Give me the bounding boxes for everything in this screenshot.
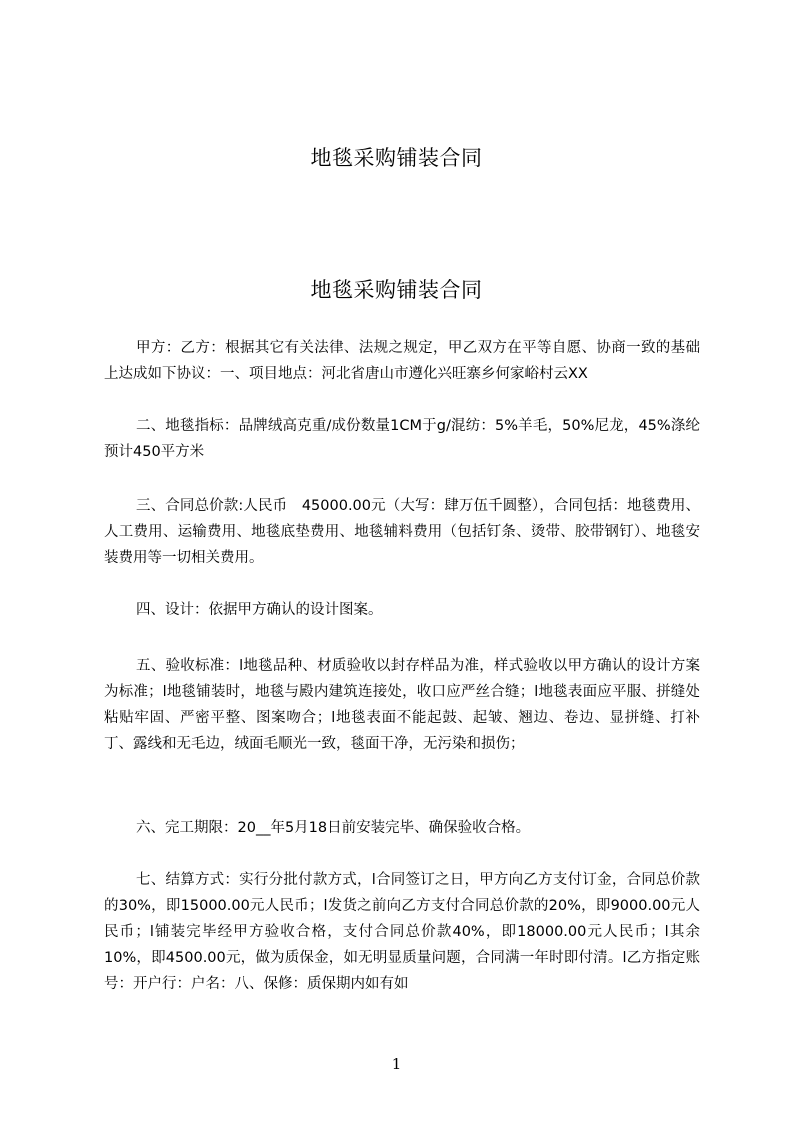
- document-title: 地毯采购铺装合同: [310, 278, 483, 302]
- paragraph-parties: 甲方：乙方：根据其它有关法律、法规之规定，甲乙双方在平等自愿、协商一致的基础上达成如下协议：一、项目地点：河北省唐山市遵化兴旺寨乡何家峪村云XX: [104, 340, 700, 382]
- paragraph-settlement: 七、结算方式：实行分批付款方式，l合同签订之日，甲方向乙方支付订金，合同总价款的30%，即15000.00元人民币；l发货之前向乙方支付合同总价款的20%，即9000.00元人民币；l铺装完毕经甲方验收合格，支付合同总价款40%，即18000.00元人民币；l其余10%，即4500.00元，做为质保金，如无明显质量问题，合同满一年时即付清。l乙方指定账号：开户行：户名：八、保修：质保期内如有如: [104, 872, 700, 992]
- paragraph-deadline: 六、完工期限：20__年5月18日前安装完毕、确保验收合格。: [136, 820, 531, 836]
- paragraph-total-price: 三、合同总价款:人民币 45000.00元（大写：肆万伍千圆整），合同包括：地毯费用、人工费用、运输费用、地毯底垫费用、地毯辅料费用（包括钉条、烫带、胶带钢钉）、地毯安装费用等一切相关费用。: [104, 498, 700, 566]
- paragraph-acceptance: 五、验收标准：l地毯品种、材质验收以封存样品为准，样式验收以甲方确认的设计方案为标准；l地毯铺装时，地毯与殿内建筑连接处，收口应严丝合缝；l地毯表面应平服、拼缝处粘贴牢固、严密平整、图案吻合；l地毯表面不能起鼓、起皱、翘边、卷边、显拼缝、打补丁、露线和无毛边，绒面毛顺光一致，毯面干净，无污染和损伤；: [104, 658, 700, 752]
- paragraph-design: 四、设计：依据甲方确认的设计图案。: [136, 602, 383, 618]
- paragraph-carpet-specs: 二、地毯指标：品牌绒高克重/成份数量1CM于g/混纺：5%羊毛，50%尼龙，45%涤纶预计450平方米: [104, 418, 700, 460]
- page-number: 1: [391, 1055, 402, 1073]
- header-title: 地毯采购铺装合同: [310, 146, 483, 170]
